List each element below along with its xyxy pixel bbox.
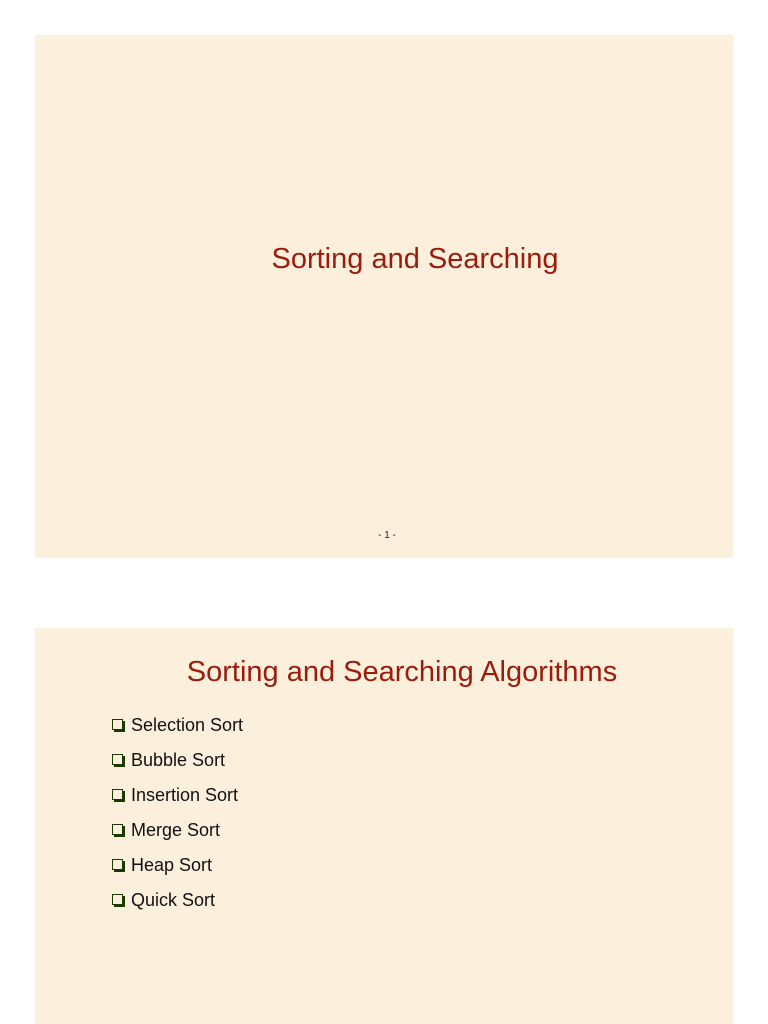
bullet-label: Merge Sort xyxy=(131,820,221,840)
bullet-label: Bubble Sort xyxy=(131,750,226,770)
list-item xyxy=(112,708,243,743)
list-item xyxy=(112,813,243,848)
list-item xyxy=(112,778,243,813)
slide-1-title: Sorting and Searching xyxy=(271,243,559,275)
hollow-square-bullet-icon xyxy=(112,789,123,800)
hollow-square-bullet-icon xyxy=(112,754,123,765)
bullet-label: Insertion Sort xyxy=(131,785,239,805)
hollow-square-bullet-icon xyxy=(112,859,123,870)
algorithm-bullet-list xyxy=(112,708,243,918)
slide-1-page-number: - 1 - xyxy=(378,530,396,541)
hollow-square-bullet-icon xyxy=(112,719,123,730)
bullet-label: Selection Sort xyxy=(131,715,244,735)
list-item xyxy=(112,848,243,883)
list-item xyxy=(112,883,243,918)
slide-1 xyxy=(35,35,733,558)
slide-2 xyxy=(35,628,733,1024)
hollow-square-bullet-icon xyxy=(112,894,123,905)
bullet-label: Heap Sort xyxy=(131,855,213,875)
hollow-square-bullet-icon xyxy=(112,824,123,835)
list-item xyxy=(112,743,243,778)
bullet-label: Quick Sort xyxy=(131,890,216,910)
slide-2-title: Sorting and Searching Algorithms xyxy=(186,656,618,688)
